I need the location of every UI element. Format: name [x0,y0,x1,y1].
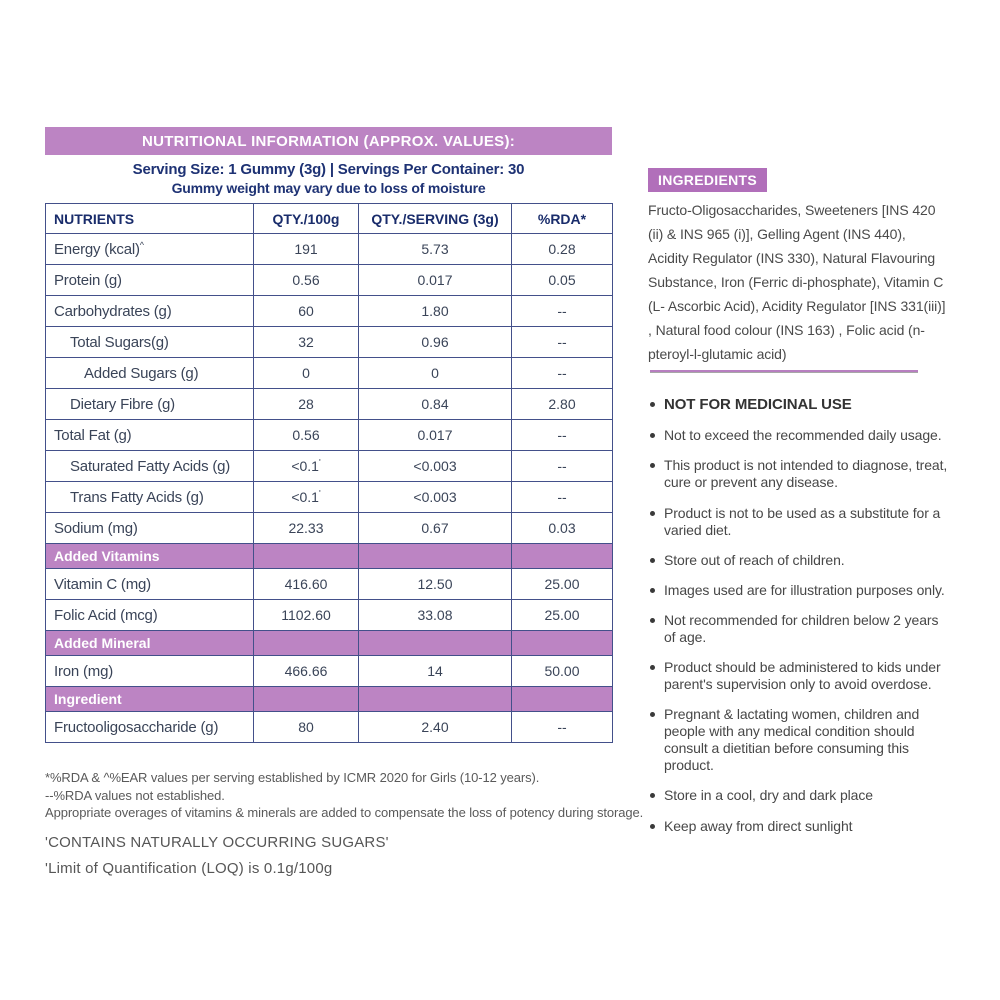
nutrient-value: 191 [254,234,359,265]
section-cell [254,631,359,656]
section-cell [254,544,359,569]
nutrient-value: 12.50 [359,569,512,600]
section-cell [512,544,613,569]
nutrient-label: Energy (kcal)^ [46,234,254,265]
nutrient-value: 0.96 [359,327,512,358]
section-cell [512,631,613,656]
table-row [46,712,613,743]
nutrient-value: 22.33 [254,513,359,544]
nutrient-value: 2.80 [512,389,613,420]
column-header: QTY./100g [254,204,359,234]
nutrient-label: Fructooligosaccharide (g) [46,712,254,743]
nutrient-value: 60 [254,296,359,327]
nutrient-value: 80 [254,712,359,743]
nutrient-label: Total Sugars(g) [46,327,254,358]
table-row [46,358,613,389]
section-cell [512,687,613,712]
advisory-bullet: Product should be administered to kids under parent's supervision only to avoid overdose. [648,659,950,693]
nutrient-label: Iron (mg) [46,656,254,687]
nutrient-value: 1102.60 [254,600,359,631]
advisory-bullet: Pregnant & lactating women, children and people with any medical condition should consult a dietitian before consuming this product. [648,706,950,774]
table-row [46,265,613,296]
footnotes-block [45,769,655,822]
nutrient-value: -- [512,451,613,482]
table-row [46,327,613,358]
nutrient-value: 25.00 [512,600,613,631]
nutrient-value: <0.1' [254,482,359,513]
nutrient-value: 33.08 [359,600,512,631]
column-header: QTY./SERVING (3g) [359,204,512,234]
nutrient-value: -- [512,712,613,743]
loq-note: 'Limit of Quantification (LOQ) is 0.1g/100g [45,860,333,877]
nutrient-value: <0.003 [359,482,512,513]
footnote: Appropriate overages of vitamins & minerals are added to compensate the loss of potency during storage. [45,805,644,821]
nutrient-label: Dietary Fibre (g) [46,389,254,420]
nutrient-label: Added Sugars (g) [46,358,254,389]
nutrient-value: <0.1' [254,451,359,482]
nutrient-label: Folic Acid (mcg) [46,600,254,631]
nutrient-value: <0.003 [359,451,512,482]
nutrient-value: -- [512,358,613,389]
nutrient-value: 14 [359,656,512,687]
advisory-bullet: This product is not intended to diagnose, treat, cure or prevent any disease. [648,457,950,491]
nutrient-value: 466.66 [254,656,359,687]
nutrient-value: 0.03 [512,513,613,544]
nutrient-value: 0.017 [359,420,512,451]
footnote: *%RDA & ^%EAR values per serving established by ICMR 2020 for Girls (10-12 years). [45,770,540,785]
nutrient-value: -- [512,482,613,513]
table-row [46,569,613,600]
nutrient-label: Sodium (mg) [46,513,254,544]
section-cell [359,687,512,712]
nutrient-value: 0.84 [359,389,512,420]
nutrient-value: -- [512,296,613,327]
nutrient-value: 28 [254,389,359,420]
nutrient-value: 0.05 [512,265,613,296]
nutrition-table [45,203,613,743]
nutrient-value: 5.73 [359,234,512,265]
nutrient-label: Vitamin C (mg) [46,569,254,600]
table-row [46,482,613,513]
contains-sugars-note: 'CONTAINS NATURALLY OCCURRING SUGARS' [45,834,389,851]
table-row [46,513,613,544]
section-cell [359,544,512,569]
nutrient-value: 1.80 [359,296,512,327]
advisory-bullet: Product is not to be used as a substitute for a varied diet. [648,505,950,539]
nutrient-label: Total Fat (g) [46,420,254,451]
nutrient-value: -- [512,420,613,451]
ingredients-heading: INGREDIENTS [648,168,767,192]
nutrient-value: -- [512,327,613,358]
nutrient-value: 2.40 [359,712,512,743]
nutrient-value: 0.56 [254,420,359,451]
nutrient-value: 0.56 [254,265,359,296]
advisory-bullet: Not recommended for children below 2 years of age. [648,612,950,646]
moisture-note: Gummy weight may vary due to loss of moisture [171,180,486,196]
advisory-bullet: NOT FOR MEDICINAL USE [648,396,950,414]
nutrient-value: 0 [254,358,359,389]
advisory-bullet: Store in a cool, dry and dark place [648,787,950,804]
advisory-bullet: Images used are for illustration purposes only. [648,582,950,599]
column-header: %RDA* [512,204,613,234]
table-row [46,389,613,420]
nutritional-info-banner: NUTRITIONAL INFORMATION (APPROX. VALUES): [45,127,612,155]
nutrient-value: 25.00 [512,569,613,600]
nutrient-value: 0.017 [359,265,512,296]
section-row [46,687,613,712]
nutrient-label: Trans Fatty Acids (g) [46,482,254,513]
footnote: --%RDA values not established. [45,787,225,803]
section-cell [359,631,512,656]
ingredients-text: Fructo-Oligosaccharides, Sweeteners [INS 420 (ii) & INS 965 (i)], Gelling Agent (INS 440), Acidity Regulator (INS 330), Natural Flavouring Substance, Iron (Ferric di-phosphate), Vitamin C (L- Ascorbic Acid), Acidity Regulator [INS 331(iii)] , Natural food colour (INS 163) , Folic acid (n- pteroyl-l-glutamic acid) [648,202,946,363]
section-row [46,544,613,569]
nutrient-label: Carbohydrates (g) [46,296,254,327]
table-row [46,420,613,451]
table-row [46,656,613,687]
section-label: Added Mineral [46,631,254,656]
advisory-bullet: Store out of reach of children. [648,552,950,569]
table-row [46,296,613,327]
table-row [46,451,613,482]
advisory-bullet: Keep away from direct sunlight [648,818,950,835]
nutrient-value: 0.28 [512,234,613,265]
nutrient-value: 0.67 [359,513,512,544]
table-row [46,600,613,631]
table-row [46,234,613,265]
nutrient-label: Saturated Fatty Acids (g) [46,451,254,482]
nutrient-value: 32 [254,327,359,358]
nutrient-value: 416.60 [254,569,359,600]
section-divider [650,370,918,372]
nutrient-value: 0 [359,358,512,389]
advisory-bullet: Not to exceed the recommended daily usage. [648,427,950,444]
section-label: Ingredient [46,687,254,712]
column-header: NUTRIENTS [46,204,254,234]
table-header-row [46,204,613,234]
advisory-list [648,396,950,835]
nutrient-label: Protein (g) [46,265,254,296]
section-row [46,631,613,656]
serving-size-line: Serving Size: 1 Gummy (3g) | Servings Per Container: 30 [132,161,525,178]
section-cell [254,687,359,712]
nutrient-value: 50.00 [512,656,613,687]
section-label: Added Vitamins [46,544,254,569]
